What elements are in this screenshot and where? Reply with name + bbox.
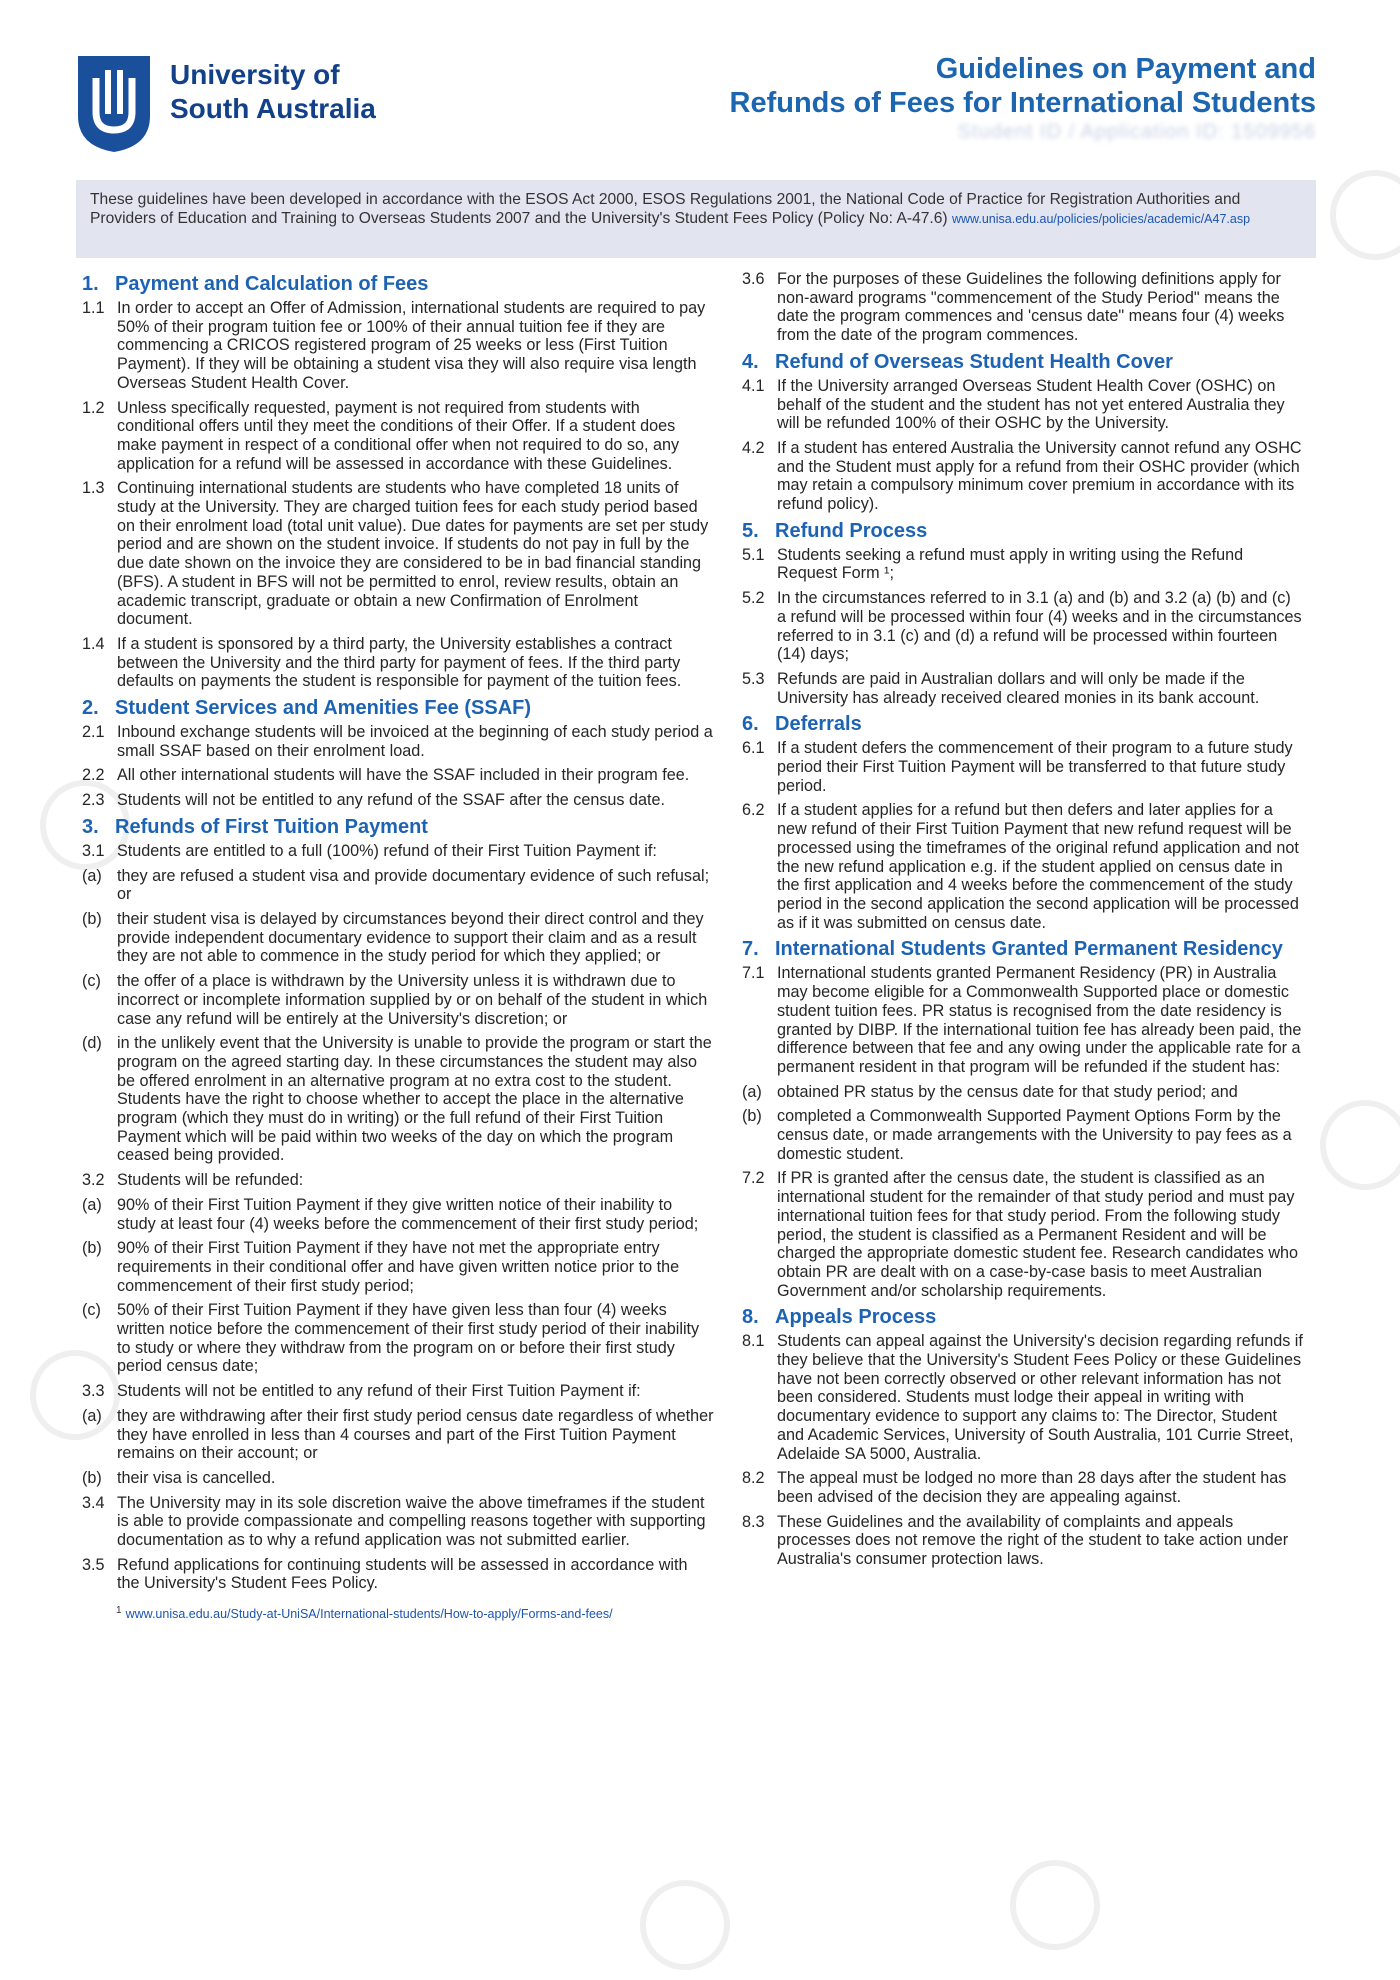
clause-number: 1.3: [82, 479, 105, 498]
clause: [82, 1171, 714, 1190]
clause: [82, 972, 714, 1028]
watermark: [1320, 1100, 1400, 1190]
left-column: [82, 270, 714, 1621]
footnote-link[interactable]: www.unisa.edu.au/Study-at-UniSA/International-students/How-to-apply/Forms-and-fees/: [125, 1607, 613, 1622]
clause-number: 3.1: [82, 841, 105, 860]
clause: [82, 635, 714, 691]
clause-text: In order to accept an Offer of Admission, international students are required to pay 50% of their program tuition fee or 100% of their annual tuition fee if they are commencing a CRICOS registered program of 25 weeks or less (First Tuition Payment). If they will be obtaining a student visa they will also require visa length Overseas Student Health Cover.: [117, 299, 706, 392]
section-title-text: Deferrals: [775, 713, 862, 736]
clause: [82, 399, 714, 474]
clause-text: Unless specifically requested, payment is not required from students with conditional offers until they meet the conditions of their Offer. If a student does make payment in respect of a conditional offer when not required to do so, any application for a refund will be assessed in accordance with these Guidelines.: [117, 398, 680, 473]
clause-number: 3.5: [82, 1555, 105, 1574]
clause-text: These Guidelines and the availability of complaints and appeals processes does not remove the right of the student to take action under Australia's consumer protection laws.: [777, 1512, 1289, 1569]
clause: [82, 1556, 714, 1593]
section-heading: [742, 520, 1304, 543]
section-heading: [82, 273, 714, 296]
clause-number: (b): [742, 1107, 762, 1126]
clause-text: Continuing international students are students who have completed 18 units of study at the University. They are charged tuition fees for each study period based on their enrolment load (total unit value). Due dates for payments are set per study period and are shown on the student invoice. If students do not pay in full by the due date shown on the invoice they are considered to be in bad financial standing (BFS). A student in BFS will not be permitted to enrol, review results, obtain an academic transcript, graduate or obtain a new Confirmation of Enrolment document.: [117, 479, 709, 629]
clause: [742, 739, 1304, 795]
section-title-text: Refund Process: [775, 519, 928, 542]
clause: [742, 546, 1304, 583]
clause-text: the offer of a place is withdrawn by the University unless it is withdrawn due to incorrect or incomplete information supplied by or on behalf of the student in which case any refund will be entirely at the University's discretion; or: [117, 972, 708, 1028]
clause-text: completed a Commonwealth Supported Payment Options Form by the census date, or made arrangements with the University to pay fees as a domestic student.: [777, 1107, 1292, 1163]
clause-text: If a student has entered Australia the University cannot refund any OSHC and the Student must apply for a refund from their OSHC provider (which may retain a compulsory minimum cover premium in accordance with its refund policy).: [777, 438, 1302, 514]
policy-link[interactable]: www.unisa.edu.au/policies/policies/academic/A47.asp: [951, 212, 1251, 226]
clause-number: (d): [82, 1034, 102, 1053]
clause: [82, 842, 714, 861]
watermark: [640, 1880, 730, 1970]
clause-text: in the unlikely event that the University is unable to provide the program or start the program on the agreed starting day. In these circumstances the student may also be offered enrolment in an alternative program at no extra cost to the student. Students have the right to choose whether to accept the place in the alternative program (which they must do in writing) or the full refund of their First Tuition Payment which will be paid within two weeks of the day on which the program ceased being provided.: [117, 1034, 712, 1165]
section-number: 8.: [742, 1306, 759, 1329]
clause-text: Students are entitled to a full (100%) refund of their First Tuition Payment if:: [117, 841, 657, 860]
clause-text: All other international students will have the SSAF included in their program fee.: [117, 766, 690, 785]
document-title-line2: Refunds of Fees for International Students: [729, 87, 1316, 119]
clause-number: (c): [82, 972, 101, 991]
clause-number: (b): [82, 909, 102, 928]
section-heading: [82, 816, 714, 839]
clause: [742, 801, 1304, 932]
clause-number: 6.2: [742, 801, 765, 820]
clause-number: 8.1: [742, 1332, 765, 1351]
clause-number: 1.4: [82, 634, 105, 653]
clause-text: their student visa is delayed by circumstances beyond their direct control and they provide independent documentary evidence to support their claim and as a result they are not able to commence in the study period for which they applied; or: [117, 909, 704, 966]
intro-box: [76, 180, 1316, 258]
clause-text: The University may in its sole discretion waive the above timeframes if the student is able to provide compassionate and compelling reasons together with supporting documentation as to why a refund application was not submitted earlier.: [117, 1493, 706, 1550]
clause-text: If a student defers the commencement of their program to a future study period their First Tuition Payment will be transferred to that future study period.: [777, 739, 1293, 795]
clause-text: they are withdrawing after their first study period census date regardless of whether they have enrolled in less than 4 courses and part of the First Tuition Payment remains on their account; or: [117, 1406, 714, 1463]
watermark: [1330, 170, 1400, 260]
section-number: 5.: [742, 519, 759, 542]
clause: [82, 1494, 714, 1550]
clause-number: 2.1: [82, 723, 105, 742]
clause-text: For the purposes of these Guidelines the following definitions apply for non-award programs "commencement of the Study Period" means the date the program commences and 'census date" means four (4) weeks from the date of the program commences.: [777, 270, 1285, 345]
university-name-line2: South Australia: [170, 93, 376, 124]
clause-text: In the circumstances referred to in 3.1 (a) and (b) and 3.2 (a) (b) and (c) a refund will be processed within four (4) weeks and in the circumstances referred to in 3.1 (c) and (d) a refund will be processed within fourteen (14) days;: [777, 589, 1302, 664]
clause-number: (a): [82, 1195, 102, 1214]
clause-text: Refunds are paid in Australian dollars and will only be made if the University has already received cleared monies in its bank account.: [777, 669, 1260, 707]
clause: [82, 1196, 714, 1233]
clause-text: 90% of their First Tuition Payment if they give written notice of their inability to study at least four (4) weeks before the commencement of their first study period;: [117, 1195, 699, 1233]
clause-text: Students will not be entitled to any refund of their First Tuition Payment if:: [117, 1382, 641, 1401]
intro-text: These guidelines have been developed in accordance with the ESOS Act 2000, ESOS Regulations 2001, the National Code of Practice for Registration Authorities and Providers of Education and Training to Overseas Students 2007 and the University's Student Fees Policy (Policy No: A-47.6): [90, 191, 1241, 227]
clause: [742, 1083, 1304, 1102]
university-name-line1: University of: [170, 59, 340, 90]
clause-text: If the University arranged Overseas Student Health Cover (OSHC) on behalf of the student and the student has not yet entered Australia they will be refunded 100% of their OSHC by the University.: [777, 376, 1285, 433]
section-number: 4.: [742, 350, 759, 373]
application-id: Student ID / Application ID: 1509956: [957, 121, 1316, 143]
section-title-text: Payment and Calculation of Fees: [115, 273, 429, 295]
clause-text: 90% of their First Tuition Payment if they have not met the appropriate entry requirements in their conditional offer and have given written notice prior to the commencement of their first study period;: [117, 1239, 680, 1295]
clause-text: they are refused a student visa and provide documentary evidence of such refusal; or: [117, 866, 710, 904]
clause: [742, 1469, 1304, 1506]
clause: [82, 479, 714, 629]
section-number: 7.: [742, 938, 759, 961]
university-name: [170, 58, 376, 126]
section-heading: [82, 697, 714, 720]
document-title: [730, 52, 1317, 120]
clause: [742, 1107, 1304, 1163]
clause-text: 50% of their First Tuition Payment if they have given less than four (4) weeks written notice before the commencement of their first study period of their inability to study or where they withdraw from the program on or before their first study period census date;: [117, 1301, 700, 1376]
section-number: 1.: [82, 273, 99, 295]
clause-number: 1.2: [82, 398, 105, 417]
section-number: 6.: [742, 713, 759, 736]
section-title-text: Student Services and Amenities Fee (SSAF): [115, 697, 532, 720]
footnote-mark: 1: [116, 1605, 122, 1617]
clause: [742, 377, 1304, 433]
clause-text: Students will not be entitled to any refund of the SSAF after the census date.: [117, 791, 666, 810]
section-title-text: Appeals Process: [775, 1306, 937, 1329]
section-number: 3.: [82, 815, 99, 838]
clause: [742, 1513, 1304, 1569]
clause-number: 2.2: [82, 766, 105, 785]
clause-text: their visa is cancelled.: [117, 1468, 276, 1487]
clause-number: 5.3: [742, 669, 765, 688]
clause-number: 4.2: [742, 438, 765, 457]
section-heading: [742, 351, 1304, 374]
clause-number: 7.2: [742, 1169, 765, 1188]
clause-number: 3.2: [82, 1171, 105, 1190]
clause-text: If a student is sponsored by a third party, the University establishes a contract between the University and the third party for payment of fees. If the third party defaults on payments the student is responsible for payment of the tuition fees.: [117, 634, 682, 691]
document-title-line1: Guidelines on Payment and: [935, 53, 1316, 85]
clause-number: 3.3: [82, 1382, 105, 1401]
clause-text: If PR is granted after the census date, the student is classified as an international student for the remainder of that study period and must pay international tuition fees for that study period. From the following study period, the student is classified as a Permanent Resident and will be charged the appropriate domestic student fee. Research candidates who obtain PR are dealt with on a case-by-case basis to meet Australian Government and/or scholarship requirements.: [777, 1169, 1299, 1300]
clause-number: 7.1: [742, 964, 765, 983]
university-logo-icon: [76, 56, 152, 152]
clause: [82, 867, 714, 904]
clause: [82, 791, 714, 810]
section-heading: [742, 1306, 1304, 1329]
clause-number: 4.1: [742, 376, 765, 395]
clause-text: The appeal must be lodged no more than 28 days after the student has been advised of the decision they are appealing against.: [777, 1469, 1287, 1506]
clause-number: 3.4: [82, 1493, 105, 1512]
watermark: [1010, 1860, 1100, 1950]
clause: [742, 670, 1304, 707]
clause-number: (b): [82, 1468, 102, 1487]
clause-number: 3.6: [742, 270, 765, 288]
clause: [82, 1382, 714, 1401]
clause-number: 2.3: [82, 791, 105, 810]
clause: [82, 1034, 714, 1165]
clause-number: 6.1: [742, 739, 765, 758]
clause-text: Students can appeal against the University's decision regarding refunds if they believe that the University's Student Fees Policy or these Guidelines have not been correctly observed or other relevant information has not been considered. Students must lodge their appeal in writing with documentary evidence to support any claims to: The Director, Student and Academic Services, University of South Australia, 101 Currie Street, Adelaide SA 5000, Australia.: [777, 1332, 1303, 1463]
clause: [82, 1469, 714, 1488]
section-title-text: Refunds of First Tuition Payment: [115, 815, 428, 838]
right-column: [742, 270, 1304, 1575]
clause: [742, 1332, 1304, 1463]
clause: [82, 1239, 714, 1295]
clause: [82, 1301, 714, 1376]
clause: [82, 766, 714, 785]
clause-number: (b): [82, 1239, 102, 1258]
clause: [82, 723, 714, 760]
clause: [82, 299, 714, 393]
clause-number: (c): [82, 1301, 101, 1320]
clause: [742, 589, 1304, 664]
clause: [742, 270, 1304, 345]
clause-number: 5.2: [742, 589, 765, 608]
clause: [742, 964, 1304, 1076]
clause: [82, 1407, 714, 1463]
clause: [82, 910, 714, 966]
clause-number: 8.2: [742, 1469, 765, 1488]
clause: [742, 1169, 1304, 1300]
clause-text: Refund applications for continuing students will be assessed in accordance with the University's Student Fees Policy.: [117, 1555, 688, 1593]
section-title-text: Refund of Overseas Student Health Cover: [775, 350, 1173, 373]
clause: [742, 439, 1304, 514]
clause-text: obtained PR status by the census date for that study period; and: [777, 1082, 1238, 1101]
clause-number: (a): [82, 866, 102, 885]
section-heading: [742, 713, 1304, 736]
clause-number: (a): [742, 1082, 762, 1101]
clause-text: If a student applies for a refund but then defers and later applies for a new refund of their First Tuition Payment that new refund request will be processed using the timeframes of the original refund application and not the new refund application e.g. if the student applied on census date in the first application and 4 weeks before the commencement of the study period in the second application the second application will be processed as if it was submitted on census date.: [777, 801, 1299, 932]
section-number: 2.: [82, 697, 99, 720]
clause-text: Students will be refunded:: [117, 1171, 304, 1190]
clause-number: 5.1: [742, 545, 765, 564]
clause-number: 8.3: [742, 1512, 765, 1531]
clause-text: International students granted Permanent Residency (PR) in Australia may become eligible for a Commonwealth Supported place or domestic student tuition fees. PR status is recognised from the date residency is granted by DIBP. If the international tuition fee has already been paid, the difference between that fee and any owing under the applicable rate for a permanent resident in that program will be refunded if the student has:: [777, 964, 1302, 1076]
clause-text: Students seeking a refund must apply in writing using the Refund Request Form ¹;: [777, 545, 1244, 583]
clause-text: Inbound exchange students will be invoiced at the beginning of each study period a small SSAF based on their enrolment load.: [117, 723, 713, 760]
section-title-text: International Students Granted Permanent Residency: [775, 938, 1283, 961]
clause-number: 1.1: [82, 299, 105, 317]
clause-number: (a): [82, 1406, 102, 1425]
footnote: [82, 1605, 714, 1621]
section-heading: [742, 938, 1304, 961]
